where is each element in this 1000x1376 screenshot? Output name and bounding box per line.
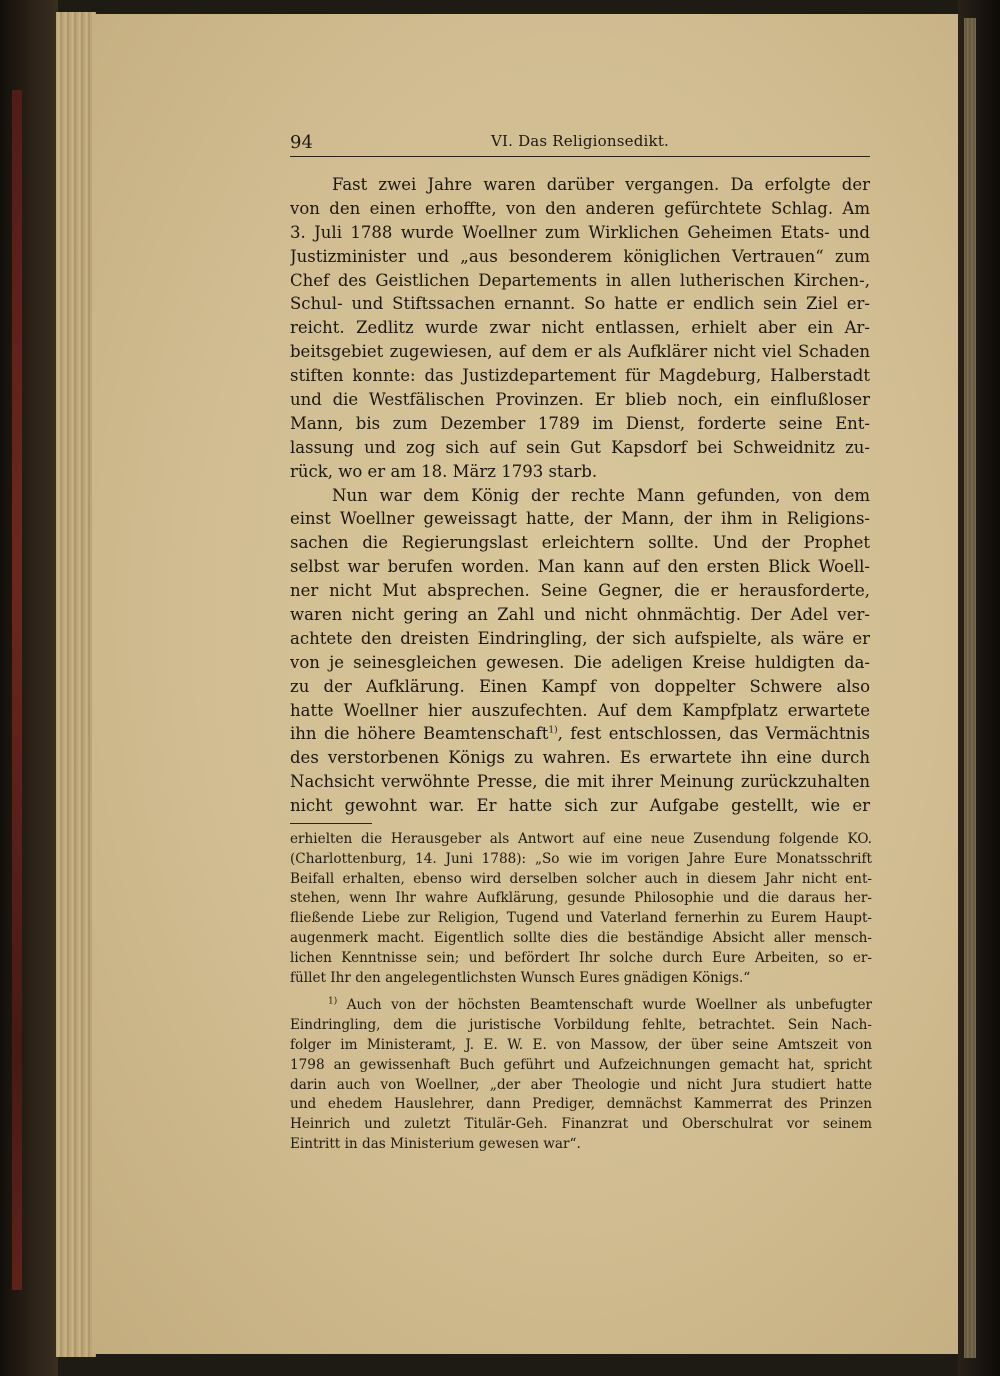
footnote-line: und ehedem Hauslehrer, dann Prediger, demnächst Kammerrat des Prinzen — [290, 1096, 872, 1113]
book-binding-right — [958, 0, 1000, 1376]
body-line-segment: , fest entschlossen, das Vermächtnis — [557, 724, 870, 744]
body-line: Chef des Geistlichen Departements in allen lutherischen Kirchen-, — [290, 270, 870, 290]
footnote-line: stehen, wenn Ihr wahre Aufklärung, gesunde Philosophie und die daraus her- — [290, 890, 872, 907]
footnote-line: (Charlottenburg, 14. Juni 1788): „So wie im vorigen Jahre Eure Monatsschrift — [290, 850, 872, 867]
running-title: VI. Das Religionsedikt. — [490, 132, 670, 150]
body-line: rück, wo er am 18. März 1793 starb. — [290, 461, 598, 481]
page-header — [290, 128, 870, 154]
body-line: ner nicht Mut absprechen. Seine Gegner, die er herausforderte, — [290, 581, 870, 601]
footnotes — [290, 830, 872, 1155]
body-line: Justizminister und „aus besonderem königlichen Vertrauen“ zum — [290, 246, 870, 266]
page-stack-edges — [56, 12, 96, 1357]
footnote-line — [290, 996, 872, 1016]
body-line: selbst war berufen worden. Man kann auf den ersten Blick Woell- — [290, 557, 870, 577]
body-line: Fast zwei Jahre waren darüber vergangen. Da erfolgte der — [332, 175, 870, 194]
body-line: einst Woellner geweissagt hatte, der Mann, der ihm in Religions- — [290, 509, 870, 529]
body-line: 3. Juli 1788 wurde Woellner zum Wirklichen Geheimen Etats- und — [290, 222, 870, 242]
body-line: von je seinesgleichen gewesen. Die adeligen Kreise huldigten da- — [290, 652, 870, 672]
footnote-line: 1798 an gewissenhaft Buch geführt und Aufzeichnungen gemacht hat, spricht — [290, 1056, 872, 1073]
body-line: zu der Aufklärung. Einen Kampf von doppelter Schwere also — [290, 676, 870, 696]
body-line: Nachsicht verwöhnte Presse, die mit ihrer Meinung zurückzuhalten — [290, 772, 870, 792]
body-line: nicht gewohnt war. Er hatte sich zur Aufgabe gestellt, wie er — [290, 796, 870, 816]
body-line: beitsgebiet zugewiesen, auf dem er als Aufklärer nicht viel Schaden — [290, 342, 870, 362]
body-line: sachen die Regierungslast erleichtern sollte. Und der Prophet — [290, 533, 870, 553]
body-line: achtete den dreisten Eindringling, der sich aufspielte, als wäre er — [290, 628, 870, 648]
facing-page-edge — [964, 18, 976, 1358]
red-spine-edge — [12, 90, 22, 1290]
footnote-line: folger im Ministeramt, J. E. W. E. von Massow, der über seine Amtszeit von — [290, 1036, 872, 1053]
book-binding-left — [0, 0, 58, 1376]
body-line-segment: ihn die höhere Beamtenschaft — [290, 724, 549, 744]
header-rule — [290, 156, 870, 157]
footnote-line: Heinrich und zuletzt Titulär-Geh. Finanzrat und Oberschulrat vor seinem — [290, 1116, 872, 1133]
body-line: lassung und zog sich auf sein Gut Kapsdorf bei Schweidnitz zu- — [290, 437, 870, 457]
body-line: und die Westfälischen Provinzen. Er blieb noch, ein einflußloser — [290, 390, 870, 410]
footnote-text: Auch von der höchsten Beamtenschaft wurde Woellner als unbefugter — [337, 997, 872, 1014]
body-text — [290, 173, 870, 818]
body-line: hatte Woellner hier auszufechten. Auf dem Kampfplatz erwartete — [290, 700, 870, 720]
footnote-rule — [290, 823, 372, 824]
footnote-line: Eindringling, dem die juristische Vorbildung fehlte, betrachtet. Sein Nach- — [290, 1017, 872, 1034]
body-line: reicht. Zedlitz wurde zwar nicht entlassen, erhielt aber ein Ar- — [290, 318, 870, 338]
footnote-ref: 1) — [548, 725, 558, 736]
footnote-line: erhielten die Herausgeber als Antwort auf eine neue Zusendung folgende KO. — [290, 831, 872, 847]
footnote-line: lichen Kenntnisse sein; und befördert Ihr solche durch Eure Arbeiten, so er- — [290, 949, 872, 966]
page-number: 94 — [290, 132, 313, 153]
footnote-line: augenmerk macht. Eigentlich sollte dies die beständige Absicht aller mensch- — [290, 929, 872, 946]
footnote-line: darin auch von Woellner, „der aber Theologie und nicht Jura studiert hatte — [290, 1076, 872, 1093]
body-line: waren nicht gering an Zahl und nicht ohnmächtig. Der Adel ver- — [290, 605, 870, 625]
body-line-with-footnote-ref — [290, 722, 870, 746]
body-line: Mann, bis zum Dezember 1789 im Dienst, forderte seine Ent- — [290, 413, 870, 433]
body-line: von den einen erhoffte, von den anderen gefürchtete Schlag. Am — [290, 198, 870, 218]
footnote-line: Beifall erhalten, ebenso wird derselben solcher auch in diesem Jahr nicht ent- — [290, 870, 872, 887]
footnote-line: fließende Liebe zur Religion, Tugend und Vaterland fernerhin zu Eurem Haupt- — [290, 910, 872, 927]
footnote-marker: 1) — [328, 996, 338, 1007]
footnote-line: Eintritt in das Ministerium gewesen war“. — [290, 1135, 581, 1152]
body-line: Schul- und Stiftssachen ernannt. So hatte er endlich sein Ziel er- — [290, 294, 870, 314]
body-line: Nun war dem König der rechte Mann gefunden, von dem — [332, 485, 870, 505]
body-line: des verstorbenen Königs zu wahren. Es erwartete ihn eine durch — [290, 748, 870, 768]
footnote-gap — [290, 988, 872, 996]
footnote-line: füllet Ihr den angelegentlichsten Wunsch Eures gnädigen Königs.“ — [290, 969, 751, 986]
body-line: stiften konnte: das Justizdepartement für Magdeburg, Halberstadt — [290, 366, 870, 386]
